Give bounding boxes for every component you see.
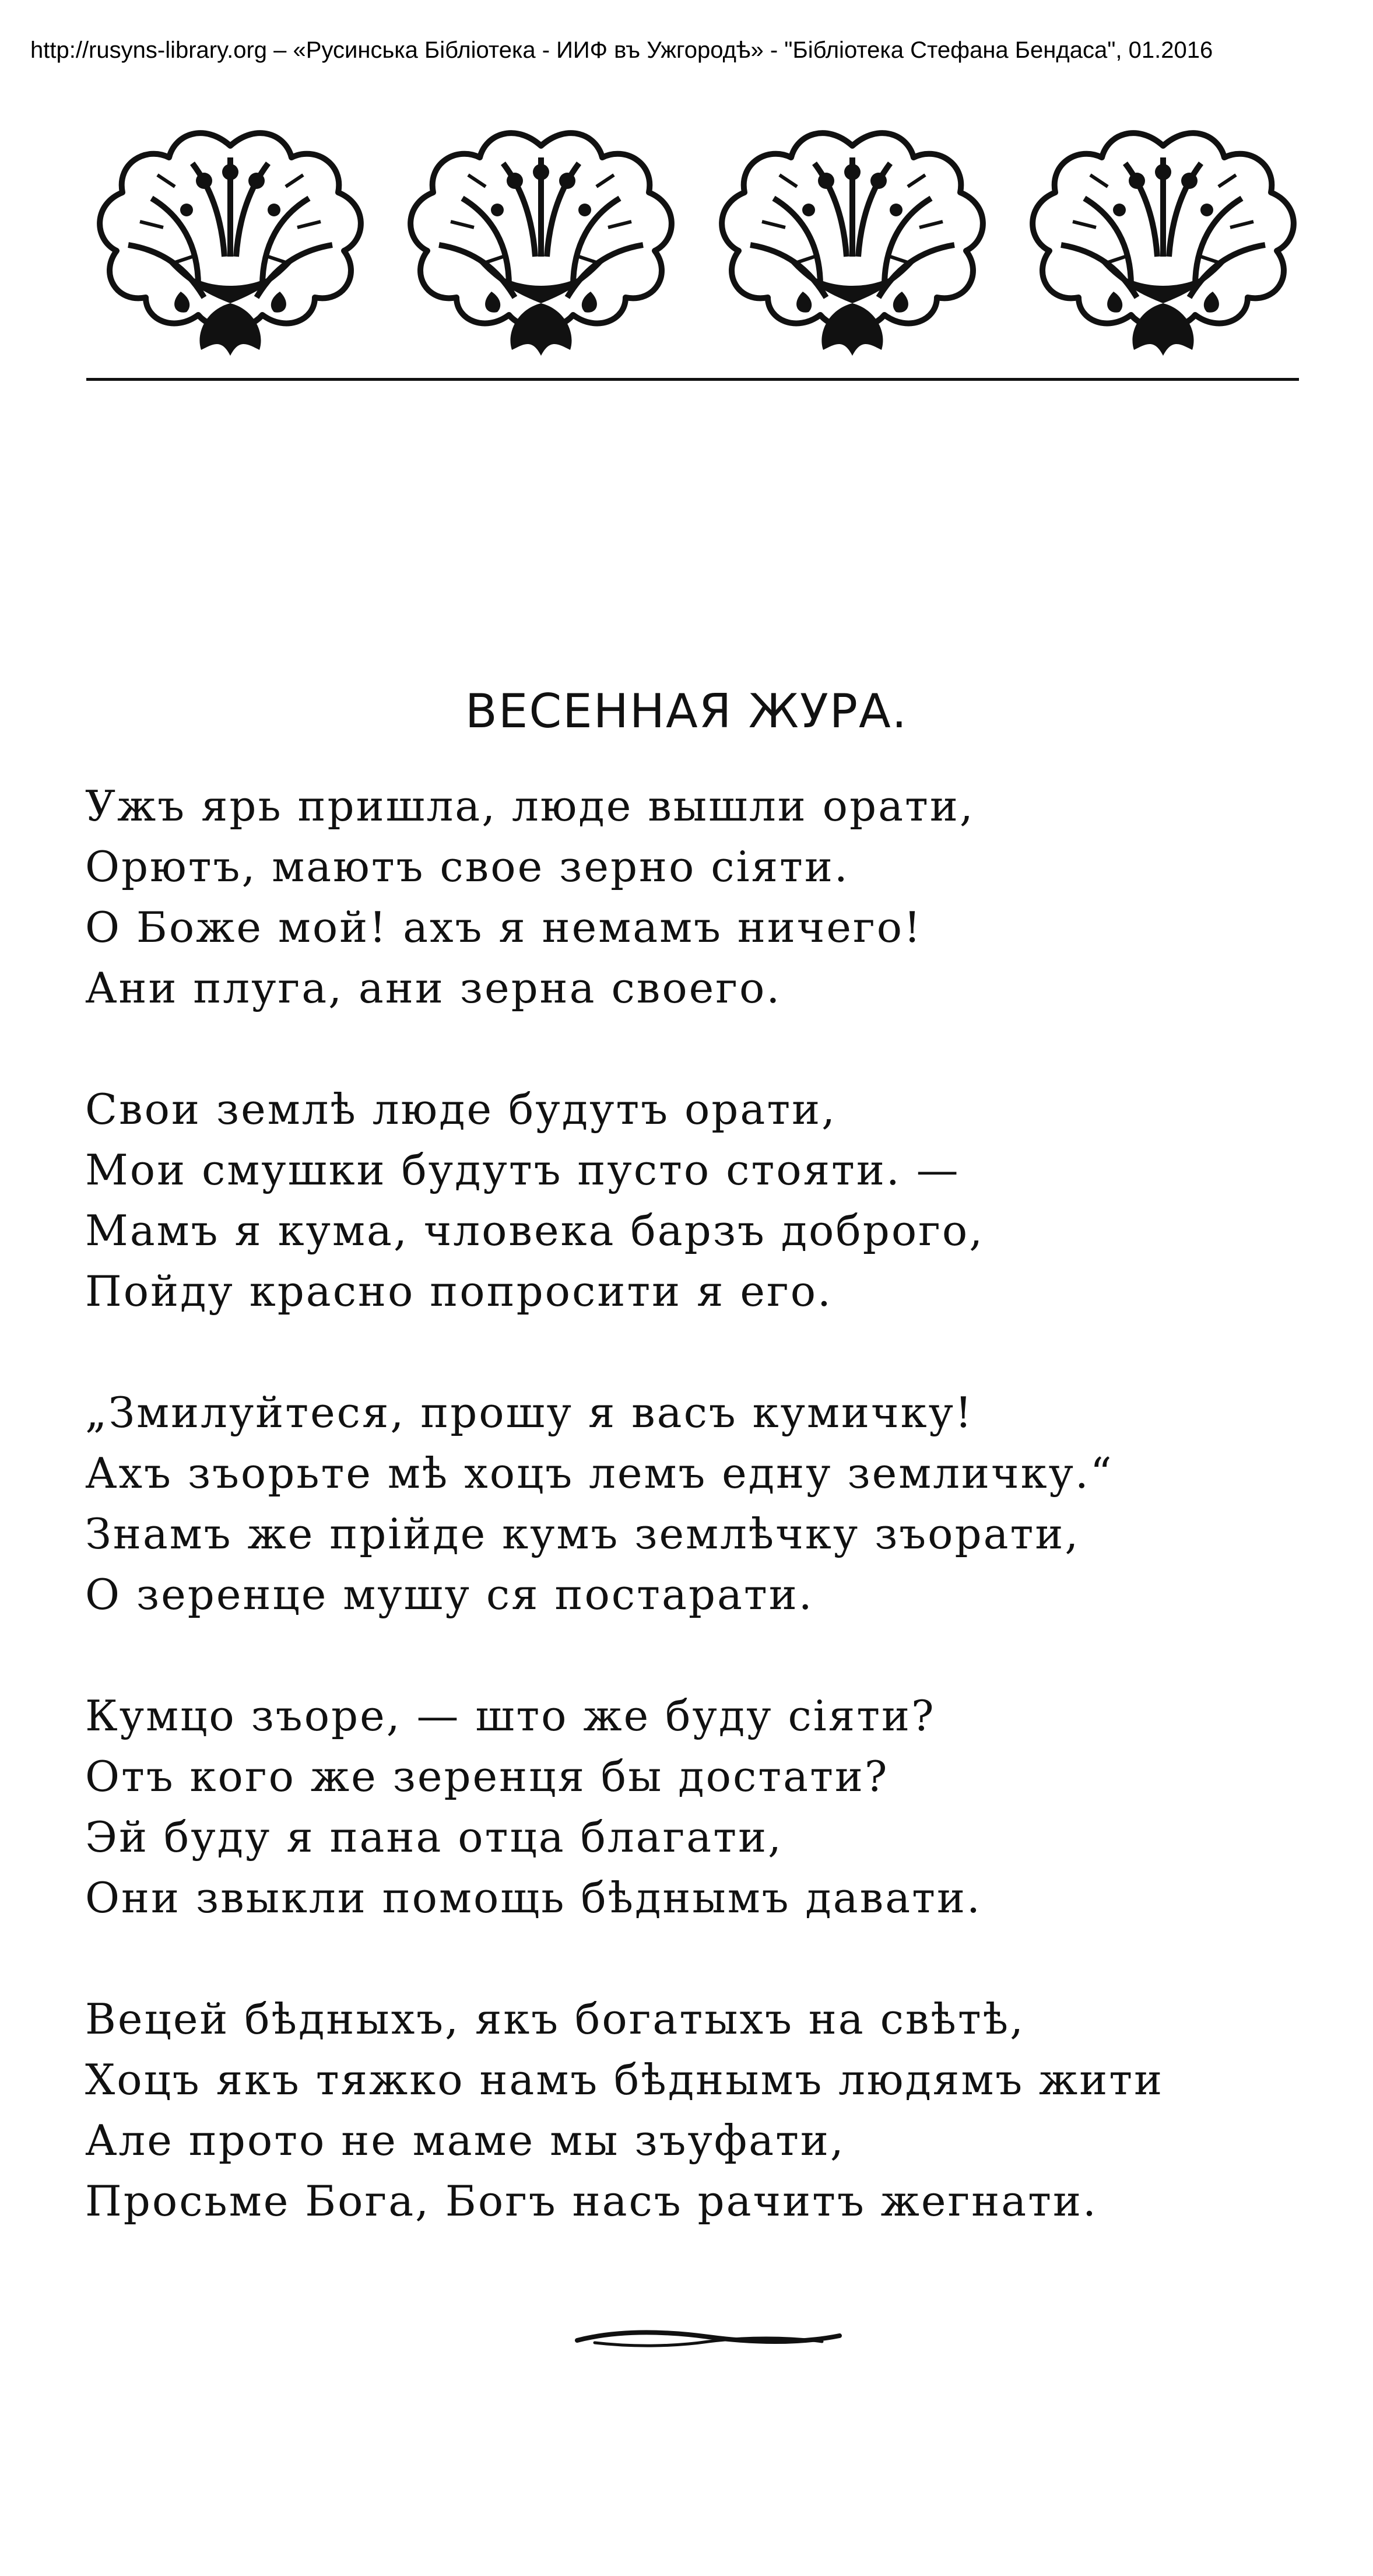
poem-line: Мамъ я кума, чловека барзъ доброго, [85, 1206, 985, 1255]
poem-line: Мои смушки будутъ пусто стояти. — [85, 1145, 960, 1194]
poem-line: Пойду красно попросити я его. [85, 1267, 833, 1316]
header-rule-divider [86, 378, 1299, 381]
poem-line: Кумцо зъоре, — што же буду сіяти? [85, 1691, 936, 1740]
poem-stanza [85, 1382, 1339, 1625]
tailpiece-flourish-icon [571, 2324, 845, 2353]
poem-line: Хоцъ якъ тяжко намъ бѣднымъ людямъ жити [85, 2055, 1164, 2104]
carnation-flower-ornament-icon [82, 111, 379, 379]
poem-body [85, 776, 1339, 2292]
poem-line: Ани плуга, ани зерна своего. [85, 963, 782, 1012]
carnation-flower-ornament-icon [704, 111, 1001, 379]
poem-line: Ужъ ярь пришла, люде вышли орати, [85, 781, 975, 830]
poem-line: О зеренце мушу ся постарати. [85, 1570, 814, 1619]
poem-stanza [85, 776, 1339, 1018]
header-ornament-row [82, 111, 1312, 379]
poem-line: Ахъ зъорьте мѣ хоцъ лемъ едну земличку.“ [85, 1449, 1114, 1498]
poem-stanza [85, 1989, 1339, 2231]
poem-title: ВЕСЕННАЯ ЖУРА. [465, 684, 908, 738]
poem-stanza [85, 1685, 1339, 1928]
poem-line: Эй буду я пана отца благати, [85, 1813, 783, 1862]
poem-line: Вецей бѣдныхъ, якъ богатыхъ на свѣтѣ, [85, 1995, 1025, 2044]
poem-line: Свои землѣ люде будутъ орати, [85, 1085, 837, 1134]
poem-line: Орютъ, маютъ свое зерно сіяти. [85, 842, 849, 891]
poem-stanza [85, 1079, 1339, 1322]
poem-line: Але прото не маме мы зъуфати, [85, 2116, 845, 2165]
poem-line: Они звыкли помощь бѣднымъ давати. [85, 1873, 982, 1922]
carnation-flower-ornament-icon [392, 111, 690, 379]
poem-line: Просьме Бога, Богъ насъ рачитъ жегнати. [85, 2177, 1098, 2225]
poem-line: Знамъ же прійде кумъ землѣчку зъорати, [85, 1509, 1080, 1558]
poem-line: О Боже мой! ахъ я немамъ ничего! [85, 903, 923, 952]
poem-line: „Змилуйтеся, прошу я васъ кумичку! [85, 1388, 974, 1437]
poem-line: Отъ кого же зеренця бы достати? [85, 1752, 889, 1801]
carnation-flower-ornament-icon [1014, 111, 1312, 379]
source-url-line: http://rusyns-library.org – «Русинська Бібліотека - ИИФ въ Ужгородѣ» - "Бібліотека Стефана Бендаса", 01.2016 [30, 37, 1213, 63]
